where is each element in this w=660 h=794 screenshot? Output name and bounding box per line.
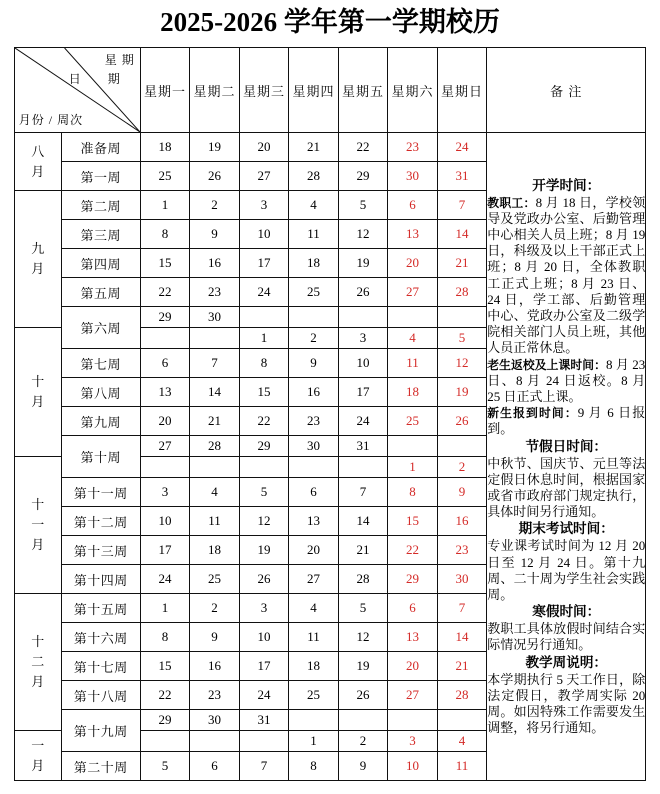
week-label: 第十周 bbox=[61, 436, 140, 478]
day-cell: 21 bbox=[289, 133, 339, 162]
day-cell: 18 bbox=[289, 652, 339, 681]
week-label: 第二十周 bbox=[61, 752, 140, 781]
day-cell: 17 bbox=[239, 249, 289, 278]
day-cell: 29 bbox=[388, 565, 438, 594]
remark-paragraph bbox=[487, 357, 645, 406]
day-cell: 15 bbox=[388, 507, 438, 536]
month-label-char: 十 bbox=[31, 634, 45, 649]
day-cell: 13 bbox=[388, 623, 438, 652]
remark-paragraph: 本学期执行 5 天工作日，除法定假日，教学周实际 20 周。如因特殊工作需要发生调整，将另行通知。 bbox=[487, 671, 646, 736]
month-label-char: 月 bbox=[31, 261, 45, 276]
day-cell bbox=[388, 307, 438, 328]
month-label bbox=[14, 594, 61, 731]
day-cell: 12 bbox=[437, 349, 487, 378]
week-label: 第十八周 bbox=[61, 681, 140, 710]
day-cell: 21 bbox=[437, 249, 487, 278]
day-cell: 22 bbox=[388, 536, 438, 565]
day-cell: 11 bbox=[190, 507, 240, 536]
day-cell: 3 bbox=[140, 478, 190, 507]
remark-inline-label: 新生报到时间： bbox=[487, 406, 578, 421]
day-cell bbox=[140, 731, 190, 752]
month-label-char: 一 bbox=[31, 737, 45, 753]
day-cell: 31 bbox=[437, 162, 487, 191]
day-cell: 30 bbox=[190, 710, 240, 731]
calendar-body bbox=[14, 48, 646, 781]
day-cell: 4 bbox=[190, 478, 240, 507]
week-label: 第二周 bbox=[61, 191, 140, 220]
day-cell: 8 bbox=[388, 478, 438, 507]
axis-label-date: 日 期 bbox=[68, 72, 132, 86]
week-label: 第六周 bbox=[61, 307, 140, 349]
day-cell: 27 bbox=[239, 162, 289, 191]
week-label: 第十五周 bbox=[61, 594, 140, 623]
day-cell: 9 bbox=[190, 623, 240, 652]
day-cell: 26 bbox=[338, 278, 388, 307]
day-cell: 25 bbox=[190, 565, 240, 594]
month-label-char: 一 bbox=[31, 517, 45, 532]
day-cell: 4 bbox=[437, 731, 487, 752]
day-cell: 13 bbox=[289, 507, 339, 536]
day-cell: 5 bbox=[437, 328, 487, 349]
day-cell: 31 bbox=[338, 436, 388, 457]
day-cell: 2 bbox=[289, 328, 339, 349]
month-label-char: 月 bbox=[31, 537, 45, 552]
month-label-char: 二 bbox=[31, 654, 45, 669]
day-cell: 29 bbox=[338, 162, 388, 191]
day-cell bbox=[437, 436, 487, 457]
day-cell: 27 bbox=[388, 681, 438, 710]
column-header-notes: 备 注 bbox=[487, 48, 646, 133]
day-cell: 21 bbox=[190, 407, 240, 436]
day-cell: 18 bbox=[388, 378, 438, 407]
day-cell: 26 bbox=[338, 681, 388, 710]
day-cell bbox=[338, 710, 388, 731]
day-cell: 24 bbox=[140, 565, 190, 594]
week-label: 第十二周 bbox=[61, 507, 140, 536]
day-cell: 7 bbox=[239, 752, 289, 781]
month-label-char: 十 bbox=[31, 374, 45, 389]
week-label: 第三周 bbox=[61, 220, 140, 249]
day-cell: 22 bbox=[140, 278, 190, 307]
month-label bbox=[14, 731, 61, 781]
day-cell: 24 bbox=[338, 407, 388, 436]
day-cell: 22 bbox=[239, 407, 289, 436]
day-cell: 23 bbox=[289, 407, 339, 436]
day-cell: 9 bbox=[289, 349, 339, 378]
day-cell bbox=[437, 710, 487, 731]
corner-axis-header bbox=[14, 48, 140, 133]
remark-inline-label: 教职工： bbox=[487, 195, 536, 210]
day-cell: 28 bbox=[437, 681, 487, 710]
day-cell: 10 bbox=[140, 507, 190, 536]
axis-label-month-week: 月份 / 周次 bbox=[18, 113, 84, 127]
week-label: 第七周 bbox=[61, 349, 140, 378]
day-cell: 23 bbox=[388, 133, 438, 162]
day-cell bbox=[338, 307, 388, 328]
day-cell bbox=[338, 457, 388, 478]
month-label-char: 九 bbox=[31, 241, 45, 256]
day-cell: 30 bbox=[437, 565, 487, 594]
day-cell: 20 bbox=[388, 652, 438, 681]
day-cell: 12 bbox=[338, 623, 388, 652]
day-cell: 3 bbox=[338, 328, 388, 349]
remark-heading: 期末考试时间： bbox=[518, 521, 614, 537]
week-label: 准备周 bbox=[61, 133, 140, 162]
day-cell: 7 bbox=[338, 478, 388, 507]
day-cell: 7 bbox=[190, 349, 240, 378]
day-cell: 21 bbox=[437, 652, 487, 681]
day-cell: 4 bbox=[289, 594, 339, 623]
day-cell: 3 bbox=[388, 731, 438, 752]
month-label-char: 八 bbox=[31, 143, 45, 159]
remark-text: 8 月 18 日，学校领导及党政办公室、后勤管理中心相关人员上班；8 月 19 日，科级及以上干部正式上班；8 月 20 日，全体教职工正式上班；8 月 23 日、24 日，学工部、后勤管理中心、党政办公室及二级学院相关部门人员上班，其他人员正常休息。 bbox=[487, 194, 646, 356]
day-cell: 14 bbox=[338, 507, 388, 536]
day-cell: 8 bbox=[140, 220, 190, 249]
day-cell bbox=[190, 457, 240, 478]
day-cell: 2 bbox=[190, 594, 240, 623]
day-cell: 19 bbox=[338, 249, 388, 278]
remark-heading: 教学周说明： bbox=[525, 654, 608, 670]
day-cell: 30 bbox=[190, 307, 240, 328]
day-cell: 5 bbox=[140, 752, 190, 781]
day-cell: 27 bbox=[289, 565, 339, 594]
remark-heading: 开学时间： bbox=[532, 177, 601, 193]
day-cell: 6 bbox=[190, 752, 240, 781]
day-cell: 15 bbox=[140, 249, 190, 278]
day-cell: 26 bbox=[239, 565, 289, 594]
day-cell: 1 bbox=[388, 457, 438, 478]
day-cell: 15 bbox=[140, 652, 190, 681]
day-cell bbox=[190, 328, 240, 349]
remark-paragraph bbox=[487, 195, 645, 357]
day-cell bbox=[437, 307, 487, 328]
day-cell: 6 bbox=[388, 594, 438, 623]
day-cell: 17 bbox=[239, 652, 289, 681]
day-cell bbox=[190, 731, 240, 752]
day-cell: 31 bbox=[239, 710, 289, 731]
day-cell: 6 bbox=[388, 191, 438, 220]
day-cell: 27 bbox=[388, 278, 438, 307]
day-cell bbox=[239, 457, 289, 478]
week-label: 第四周 bbox=[61, 249, 140, 278]
day-cell: 20 bbox=[289, 536, 339, 565]
day-cell bbox=[289, 457, 339, 478]
day-cell: 26 bbox=[190, 162, 240, 191]
day-cell: 1 bbox=[140, 594, 190, 623]
day-cell: 8 bbox=[289, 752, 339, 781]
column-header-day-2: 星期二 bbox=[190, 48, 240, 133]
month-label bbox=[14, 133, 61, 191]
day-cell: 29 bbox=[239, 436, 289, 457]
day-cell: 7 bbox=[437, 594, 487, 623]
week-label: 第十一周 bbox=[61, 478, 140, 507]
day-cell: 25 bbox=[388, 407, 438, 436]
day-cell: 13 bbox=[140, 378, 190, 407]
day-cell: 25 bbox=[289, 278, 339, 307]
week-label: 第十三周 bbox=[61, 536, 140, 565]
month-label-char: 月 bbox=[31, 163, 45, 179]
day-cell: 20 bbox=[140, 407, 190, 436]
day-cell: 6 bbox=[140, 349, 190, 378]
day-cell: 4 bbox=[388, 328, 438, 349]
day-cell: 28 bbox=[190, 436, 240, 457]
day-cell: 19 bbox=[190, 133, 240, 162]
day-cell: 24 bbox=[239, 681, 289, 710]
day-cell: 16 bbox=[437, 507, 487, 536]
remark-paragraph: 专业课考试时间为 12 月 20 日至 12 月 24 日。第十九周、二十周为学生社会实践周。 bbox=[487, 538, 646, 603]
day-cell: 1 bbox=[289, 731, 339, 752]
remark-paragraph: 中秋节、国庆节、元旦等法定假日休息时间，根据国家或省市政府部门规定执行，具体时间另行通知。 bbox=[487, 455, 646, 520]
day-cell bbox=[239, 307, 289, 328]
day-cell: 2 bbox=[190, 191, 240, 220]
day-cell: 5 bbox=[338, 594, 388, 623]
day-cell: 3 bbox=[239, 594, 289, 623]
remark-paragraph bbox=[487, 405, 645, 437]
day-cell: 23 bbox=[190, 278, 240, 307]
day-cell: 22 bbox=[140, 681, 190, 710]
day-cell: 14 bbox=[190, 378, 240, 407]
day-cell: 10 bbox=[388, 752, 438, 781]
day-cell: 26 bbox=[437, 407, 487, 436]
day-cell: 23 bbox=[437, 536, 487, 565]
month-label-char: 月 bbox=[31, 674, 45, 689]
day-cell: 27 bbox=[140, 436, 190, 457]
day-cell: 2 bbox=[437, 457, 487, 478]
day-cell: 12 bbox=[338, 220, 388, 249]
day-cell: 6 bbox=[289, 478, 339, 507]
day-cell: 8 bbox=[140, 623, 190, 652]
day-cell: 20 bbox=[239, 133, 289, 162]
column-header-day-7: 星期日 bbox=[437, 48, 487, 133]
day-cell: 10 bbox=[239, 623, 289, 652]
day-cell: 29 bbox=[140, 307, 190, 328]
day-cell: 16 bbox=[190, 652, 240, 681]
day-cell: 11 bbox=[289, 623, 339, 652]
week-label: 第八周 bbox=[61, 378, 140, 407]
day-cell bbox=[289, 710, 339, 731]
day-cell: 28 bbox=[289, 162, 339, 191]
day-cell bbox=[388, 710, 438, 731]
day-cell: 25 bbox=[140, 162, 190, 191]
remark-text: 8 月 23 日、8 月 24 日返校。8 月 25 日正式上课。 bbox=[487, 356, 646, 404]
day-cell: 22 bbox=[338, 133, 388, 162]
month-label-char: 十 bbox=[31, 497, 45, 512]
day-cell bbox=[289, 307, 339, 328]
month-label bbox=[14, 457, 61, 594]
week-label: 第十九周 bbox=[61, 710, 140, 752]
day-cell: 30 bbox=[289, 436, 339, 457]
week-label: 第五周 bbox=[61, 278, 140, 307]
day-cell: 28 bbox=[338, 565, 388, 594]
day-cell: 14 bbox=[437, 623, 487, 652]
day-cell: 9 bbox=[338, 752, 388, 781]
month-label-char: 月 bbox=[31, 757, 45, 773]
day-cell: 10 bbox=[338, 349, 388, 378]
day-cell: 29 bbox=[140, 710, 190, 731]
day-cell: 12 bbox=[239, 507, 289, 536]
column-header-day-1: 星期一 bbox=[140, 48, 190, 133]
day-cell: 13 bbox=[388, 220, 438, 249]
day-cell: 1 bbox=[239, 328, 289, 349]
day-cell: 11 bbox=[437, 752, 487, 781]
day-cell: 2 bbox=[338, 731, 388, 752]
day-cell bbox=[140, 328, 190, 349]
day-cell: 18 bbox=[289, 249, 339, 278]
day-cell: 17 bbox=[140, 536, 190, 565]
day-cell: 5 bbox=[338, 191, 388, 220]
axis-label-weekday: 星 期 bbox=[104, 53, 135, 67]
day-cell: 19 bbox=[437, 378, 487, 407]
remark-heading: 寒假时间： bbox=[532, 604, 601, 620]
day-cell: 4 bbox=[289, 191, 339, 220]
day-cell: 5 bbox=[239, 478, 289, 507]
day-cell: 11 bbox=[289, 220, 339, 249]
week-label: 第十七周 bbox=[61, 652, 140, 681]
day-cell: 9 bbox=[437, 478, 487, 507]
academic-calendar-table bbox=[14, 47, 647, 781]
day-cell: 9 bbox=[190, 220, 240, 249]
day-cell bbox=[239, 731, 289, 752]
day-cell: 23 bbox=[190, 681, 240, 710]
week-label: 第一周 bbox=[61, 162, 140, 191]
month-label bbox=[14, 191, 61, 328]
day-cell: 10 bbox=[239, 220, 289, 249]
day-cell: 20 bbox=[388, 249, 438, 278]
week-label: 第十六周 bbox=[61, 623, 140, 652]
day-cell: 17 bbox=[338, 378, 388, 407]
table-row bbox=[14, 133, 646, 162]
day-cell: 16 bbox=[289, 378, 339, 407]
month-label-char: 月 bbox=[31, 394, 45, 409]
day-cell: 19 bbox=[338, 652, 388, 681]
day-cell: 18 bbox=[140, 133, 190, 162]
day-cell: 14 bbox=[437, 220, 487, 249]
day-cell: 1 bbox=[140, 191, 190, 220]
day-cell: 30 bbox=[388, 162, 438, 191]
remark-paragraph: 教职工具体放假时间结合实际情况另行通知。 bbox=[487, 621, 646, 653]
day-cell: 8 bbox=[239, 349, 289, 378]
day-cell: 28 bbox=[437, 278, 487, 307]
column-header-day-4: 星期四 bbox=[289, 48, 339, 133]
week-label: 第十四周 bbox=[61, 565, 140, 594]
day-cell: 25 bbox=[289, 681, 339, 710]
day-cell: 16 bbox=[190, 249, 240, 278]
day-cell: 11 bbox=[388, 349, 438, 378]
day-cell: 21 bbox=[338, 536, 388, 565]
day-cell: 7 bbox=[437, 191, 487, 220]
remarks-cell bbox=[487, 133, 646, 781]
day-cell bbox=[140, 457, 190, 478]
remark-heading: 节假日时间： bbox=[525, 438, 608, 454]
page-title: 2025-2026 学年第一学期校历 bbox=[160, 7, 500, 37]
month-label bbox=[14, 328, 61, 457]
remark-text: 9 月 6 日报到。 bbox=[487, 405, 646, 437]
day-cell bbox=[388, 436, 438, 457]
day-cell: 3 bbox=[239, 191, 289, 220]
week-label: 第九周 bbox=[61, 407, 140, 436]
column-header-day-5: 星期五 bbox=[338, 48, 388, 133]
column-header-day-6: 星期六 bbox=[388, 48, 438, 133]
day-cell: 24 bbox=[437, 133, 487, 162]
day-cell: 24 bbox=[239, 278, 289, 307]
column-header-day-3: 星期三 bbox=[239, 48, 289, 133]
day-cell: 15 bbox=[239, 378, 289, 407]
remark-inline-label: 老生返校及上课时间： bbox=[487, 357, 606, 372]
day-cell: 18 bbox=[190, 536, 240, 565]
day-cell: 19 bbox=[239, 536, 289, 565]
